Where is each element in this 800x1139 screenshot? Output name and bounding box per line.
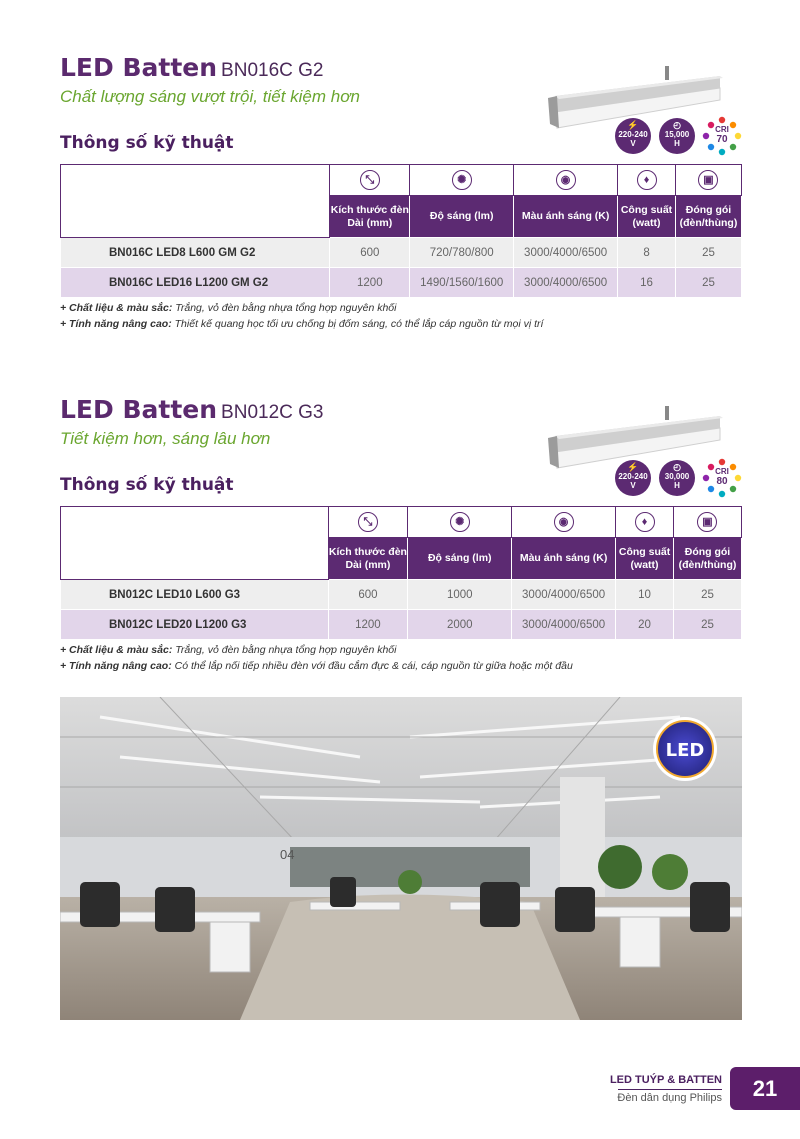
table-header: Độ sáng (lm) — [410, 196, 514, 238]
table-row — [61, 580, 742, 610]
table-cell: 25 — [673, 610, 741, 640]
table-header: Màu ánh sáng (K) — [514, 196, 618, 238]
product-notes — [60, 642, 573, 674]
table-cell: 1200 — [330, 268, 410, 298]
table-header: Đóng gói (đèn/thùng) — [675, 196, 741, 238]
ruler-icon: ⤡ — [328, 507, 408, 538]
table-cell: BN012C LED10 L600 G3 — [61, 580, 329, 610]
table-cell: 25 — [675, 268, 741, 298]
office-photo — [60, 697, 742, 1020]
table-cell: 3000/4000/6500 — [514, 238, 618, 268]
office-illustration — [60, 697, 742, 1020]
box-icon: ▣ — [675, 165, 741, 196]
spec-table — [60, 506, 742, 640]
table-cell: 3000/4000/6500 — [514, 268, 618, 298]
table-row — [61, 610, 742, 640]
lifetime-hours-badge: ◴ 30,000 H — [659, 460, 695, 496]
spec-heading: Thông số kỹ thuật — [60, 133, 234, 153]
table-cell: 10 — [616, 580, 674, 610]
table-cell: 20 — [616, 610, 674, 640]
led-logo: LED — [665, 740, 705, 761]
box-icon: ▣ — [673, 507, 741, 538]
voltage-badge: ⚡ 220-240 V — [615, 460, 651, 496]
table-header-description: MÔ TẢ SẢN PHẨM — [61, 165, 330, 238]
table-row — [61, 268, 742, 298]
table-header: Công suất (watt) — [618, 196, 676, 238]
room-number: 04 — [280, 847, 295, 862]
spec-heading: Thông số kỹ thuật — [60, 475, 234, 495]
table-cell: 25 — [675, 238, 741, 268]
bulb-icon: ♦ — [618, 165, 676, 196]
table-header: Kích thước đèn Dài (mm) — [330, 196, 410, 238]
note-material: + Chất liệu & màu sắc: Trắng, vỏ đèn bằng nhựa tổng hợp nguyên khối — [60, 644, 397, 656]
product-title: LED Batten BN012C G3 — [60, 395, 324, 424]
ruler-icon: ⤡ — [330, 165, 410, 196]
table-cell: 1000 — [408, 580, 512, 610]
footer-subcategory: Đèn dân dụng Philips — [617, 1092, 722, 1104]
cri-label: CRI 80 — [715, 467, 729, 487]
table-header: Công suất (watt) — [616, 538, 674, 580]
table-header: Độ sáng (lm) — [408, 538, 512, 580]
table-cell: 3000/4000/6500 — [512, 610, 616, 640]
note-features: + Tính năng nâng cao: Thiết kế quang học tối ưu chống bị đốm sáng, có thể lắp cáp nguồn từ mọi vị trí — [60, 318, 544, 330]
table-cell: 2000 — [408, 610, 512, 640]
brightness-icon: ✺ — [408, 507, 512, 538]
page-number: 21 — [730, 1067, 800, 1110]
table-cell: BN016C LED8 L600 GM G2 — [61, 238, 330, 268]
table-row — [61, 238, 742, 268]
table-cell: 3000/4000/6500 — [512, 580, 616, 610]
voltage-badge: ⚡ 220-240 V — [615, 118, 651, 154]
table-cell: 8 — [618, 238, 676, 268]
table-cell: BN016C LED16 L1200 GM G2 — [61, 268, 330, 298]
lifetime-hours-badge: ◴ 15,000 H — [659, 118, 695, 154]
brightness-icon: ✺ — [410, 165, 514, 196]
table-header: Kích thước đèn Dài (mm) — [328, 538, 408, 580]
table-header-description: MÔ TẢ SẢN PHẨM — [61, 507, 329, 580]
footer-divider — [618, 1089, 722, 1090]
product-subtitle: Chất lượng sáng vượt trội, tiết kiệm hơn — [60, 87, 360, 106]
table-cell: 600 — [328, 580, 408, 610]
color-temp-icon: ◉ — [512, 507, 616, 538]
table-header: Màu ánh sáng (K) — [512, 538, 616, 580]
product-section-bn016c — [60, 0, 742, 340]
table-cell: BN012C LED20 L1200 G3 — [61, 610, 329, 640]
bulb-icon: ♦ — [616, 507, 674, 538]
spec-table — [60, 164, 742, 298]
table-cell: 1490/1560/1600 — [410, 268, 514, 298]
product-section-bn012c — [60, 342, 742, 682]
note-material: + Chất liệu & màu sắc: Trắng, vỏ đèn bằng nhựa tổng hợp nguyên khối — [60, 302, 397, 314]
cri-label: CRI 70 — [715, 125, 729, 145]
footer-category: LED TUÝP & BATTEN — [609, 1074, 722, 1086]
product-title: LED Batten BN016C G2 — [60, 53, 324, 82]
color-temp-icon: ◉ — [514, 165, 618, 196]
note-features: + Tính năng nâng cao: Có thể lắp nối tiếp nhiều đèn với đầu cắm đực & cái, cáp nguồn từ giữa hoặc một đầu — [60, 660, 573, 672]
table-cell: 1200 — [328, 610, 408, 640]
table-cell: 16 — [618, 268, 676, 298]
table-cell: 600 — [330, 238, 410, 268]
table-cell: 25 — [673, 580, 741, 610]
table-header: Đóng gói (đèn/thùng) — [673, 538, 741, 580]
table-cell: 720/780/800 — [410, 238, 514, 268]
product-subtitle: Tiết kiệm hơn, sáng lâu hơn — [60, 429, 271, 448]
product-notes — [60, 300, 543, 332]
